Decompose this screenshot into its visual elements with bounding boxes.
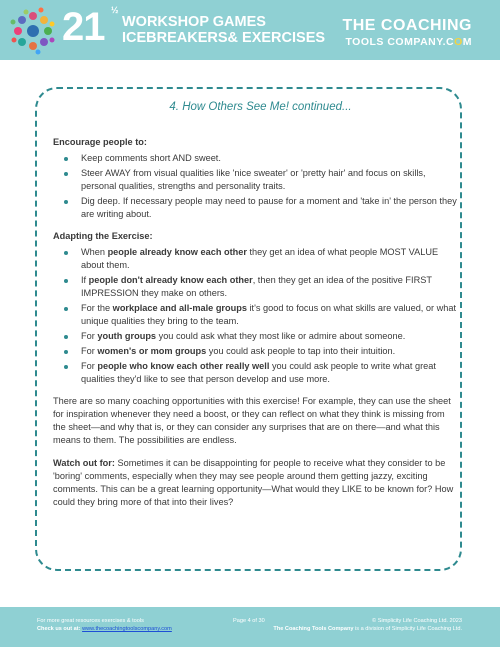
- header-title-line2: ICEBREAKERS& EXERCISES: [122, 30, 326, 46]
- list-item-bold: women's or mom groups: [97, 346, 207, 356]
- section-title: 4. How Others See Me! continued...: [169, 101, 352, 113]
- logo-burst-icon: [8, 6, 58, 56]
- footer-resources-text: For more great resources exercises & tools: [37, 618, 144, 624]
- list-item-bold: people don't already know each other: [88, 275, 253, 285]
- list-item: [53, 360, 458, 386]
- list-item-post: , then they get an idea of the positive FIRST IMPRESSION they make on others.: [81, 275, 432, 298]
- bullet-icon: [64, 200, 68, 204]
- list-item: [53, 195, 458, 221]
- footer-company-name: The Coaching Tools Company: [273, 626, 354, 632]
- list-item-post: it's good to focus on what skills are valued, or what unique qualities they bring to the team.: [81, 303, 457, 326]
- encourage-heading: Encourage people to:: [53, 137, 147, 147]
- header-fraction: ½: [111, 5, 119, 15]
- brand-name-line2: [345, 36, 472, 48]
- list-item-post: you could ask what they most like or admire about someone.: [156, 331, 406, 341]
- bullet-icon: [64, 279, 68, 283]
- watch-out-text: Sometimes it can be disappointing for people to receive what they consider to be 'boring' comments, especially when they may see people around them getting jazzy, exciting comments. This can be a great learning opportunity—What would they LIKE to be known for? How could they bring more of that into their lives?: [53, 458, 454, 507]
- watch-out-label: Watch out for:: [53, 458, 115, 468]
- header-number: 21: [62, 5, 105, 49]
- list-item-bold: workplace and all-male groups: [112, 303, 247, 313]
- bullet-icon: [64, 251, 68, 255]
- list-item: [53, 345, 458, 358]
- list-item-bold: youth groups: [97, 331, 157, 341]
- footer-checkus: [37, 625, 172, 633]
- list-item: [53, 152, 458, 165]
- bullet-icon: [64, 365, 68, 369]
- encourage-list: [53, 152, 458, 221]
- page-footer: [0, 607, 500, 647]
- footer-website-link[interactable]: www.thecoachingtoolscompany.com: [82, 626, 172, 632]
- footer-left: [37, 617, 172, 633]
- list-item-pre: When: [81, 247, 108, 257]
- brand-line2-end: M: [462, 36, 472, 48]
- header-title-line1: WORKSHOP GAMES: [122, 14, 266, 30]
- list-item: [53, 167, 458, 193]
- list-item-pre: For the: [81, 303, 113, 313]
- list-item-text: Steer AWAY from visual qualities like 'nice sweater' or 'pretty hair' and focus on skills, personal qualities, strengths and personality traits.: [81, 168, 426, 191]
- list-item-pre: If: [81, 275, 89, 285]
- list-item-post: you could ask people to write what great qualities they'd like to see that person develop and use more.: [81, 361, 436, 384]
- bullet-icon: [64, 335, 68, 339]
- list-item-text: Dig deep. If necessary people may need to pause for a moment and 'take in' the person they are writing about.: [81, 196, 457, 219]
- adapting-list: [53, 246, 458, 386]
- list-item-text: Keep comments short AND sweet.: [81, 153, 221, 163]
- bullet-icon: [64, 172, 68, 176]
- footer-division-text: is a division of Simplicity Life Coaching Ltd.: [353, 626, 462, 632]
- list-item: [53, 330, 458, 343]
- brand-name-line1: THE COACHING: [342, 17, 472, 34]
- possibilities-paragraph: There are so many coaching opportunities with this exercise! For example, they can use the sheet for inspiration whenever they need a boost, or they can reflect on what they think is missing from the sheet—and why that is, or they can consider any surprises that are on there—and what this means to them. The possibilities are endless.: [53, 396, 451, 445]
- list-item: [53, 274, 458, 300]
- list-item: [53, 302, 458, 328]
- watch-out-paragraph: [53, 457, 458, 509]
- main-content: [53, 100, 458, 519]
- bullet-icon: [64, 307, 68, 311]
- brand-line2-o: O: [454, 36, 463, 48]
- list-item-pre: For: [81, 346, 98, 356]
- bullet-icon: [64, 350, 68, 354]
- bullet-icon: [64, 157, 68, 161]
- list-item-bold: people already know each other: [107, 247, 247, 257]
- brand-line2-text: TOOLS COMPANY.C: [345, 36, 455, 48]
- list-item-post: you could ask people to tap into their intuition.: [206, 346, 396, 356]
- list-item-bold: people who know each other really well: [97, 361, 270, 371]
- footer-checkus-label: Check us out at:: [37, 626, 83, 632]
- list-item-pre: For: [81, 331, 98, 341]
- list-item-pre: For: [81, 361, 98, 371]
- footer-right: [273, 617, 462, 633]
- adapting-heading: Adapting the Exercise:: [53, 231, 153, 241]
- list-item-post: they get an idea of what people MOST VALUE about them.: [81, 247, 439, 270]
- footer-page-number: Page 4 of 30: [233, 618, 265, 624]
- footer-division: [273, 625, 462, 633]
- footer-copyright: © Simplicity Life Coaching Ltd. 2023: [372, 618, 462, 624]
- page-header: [0, 0, 500, 60]
- list-item: [53, 246, 458, 272]
